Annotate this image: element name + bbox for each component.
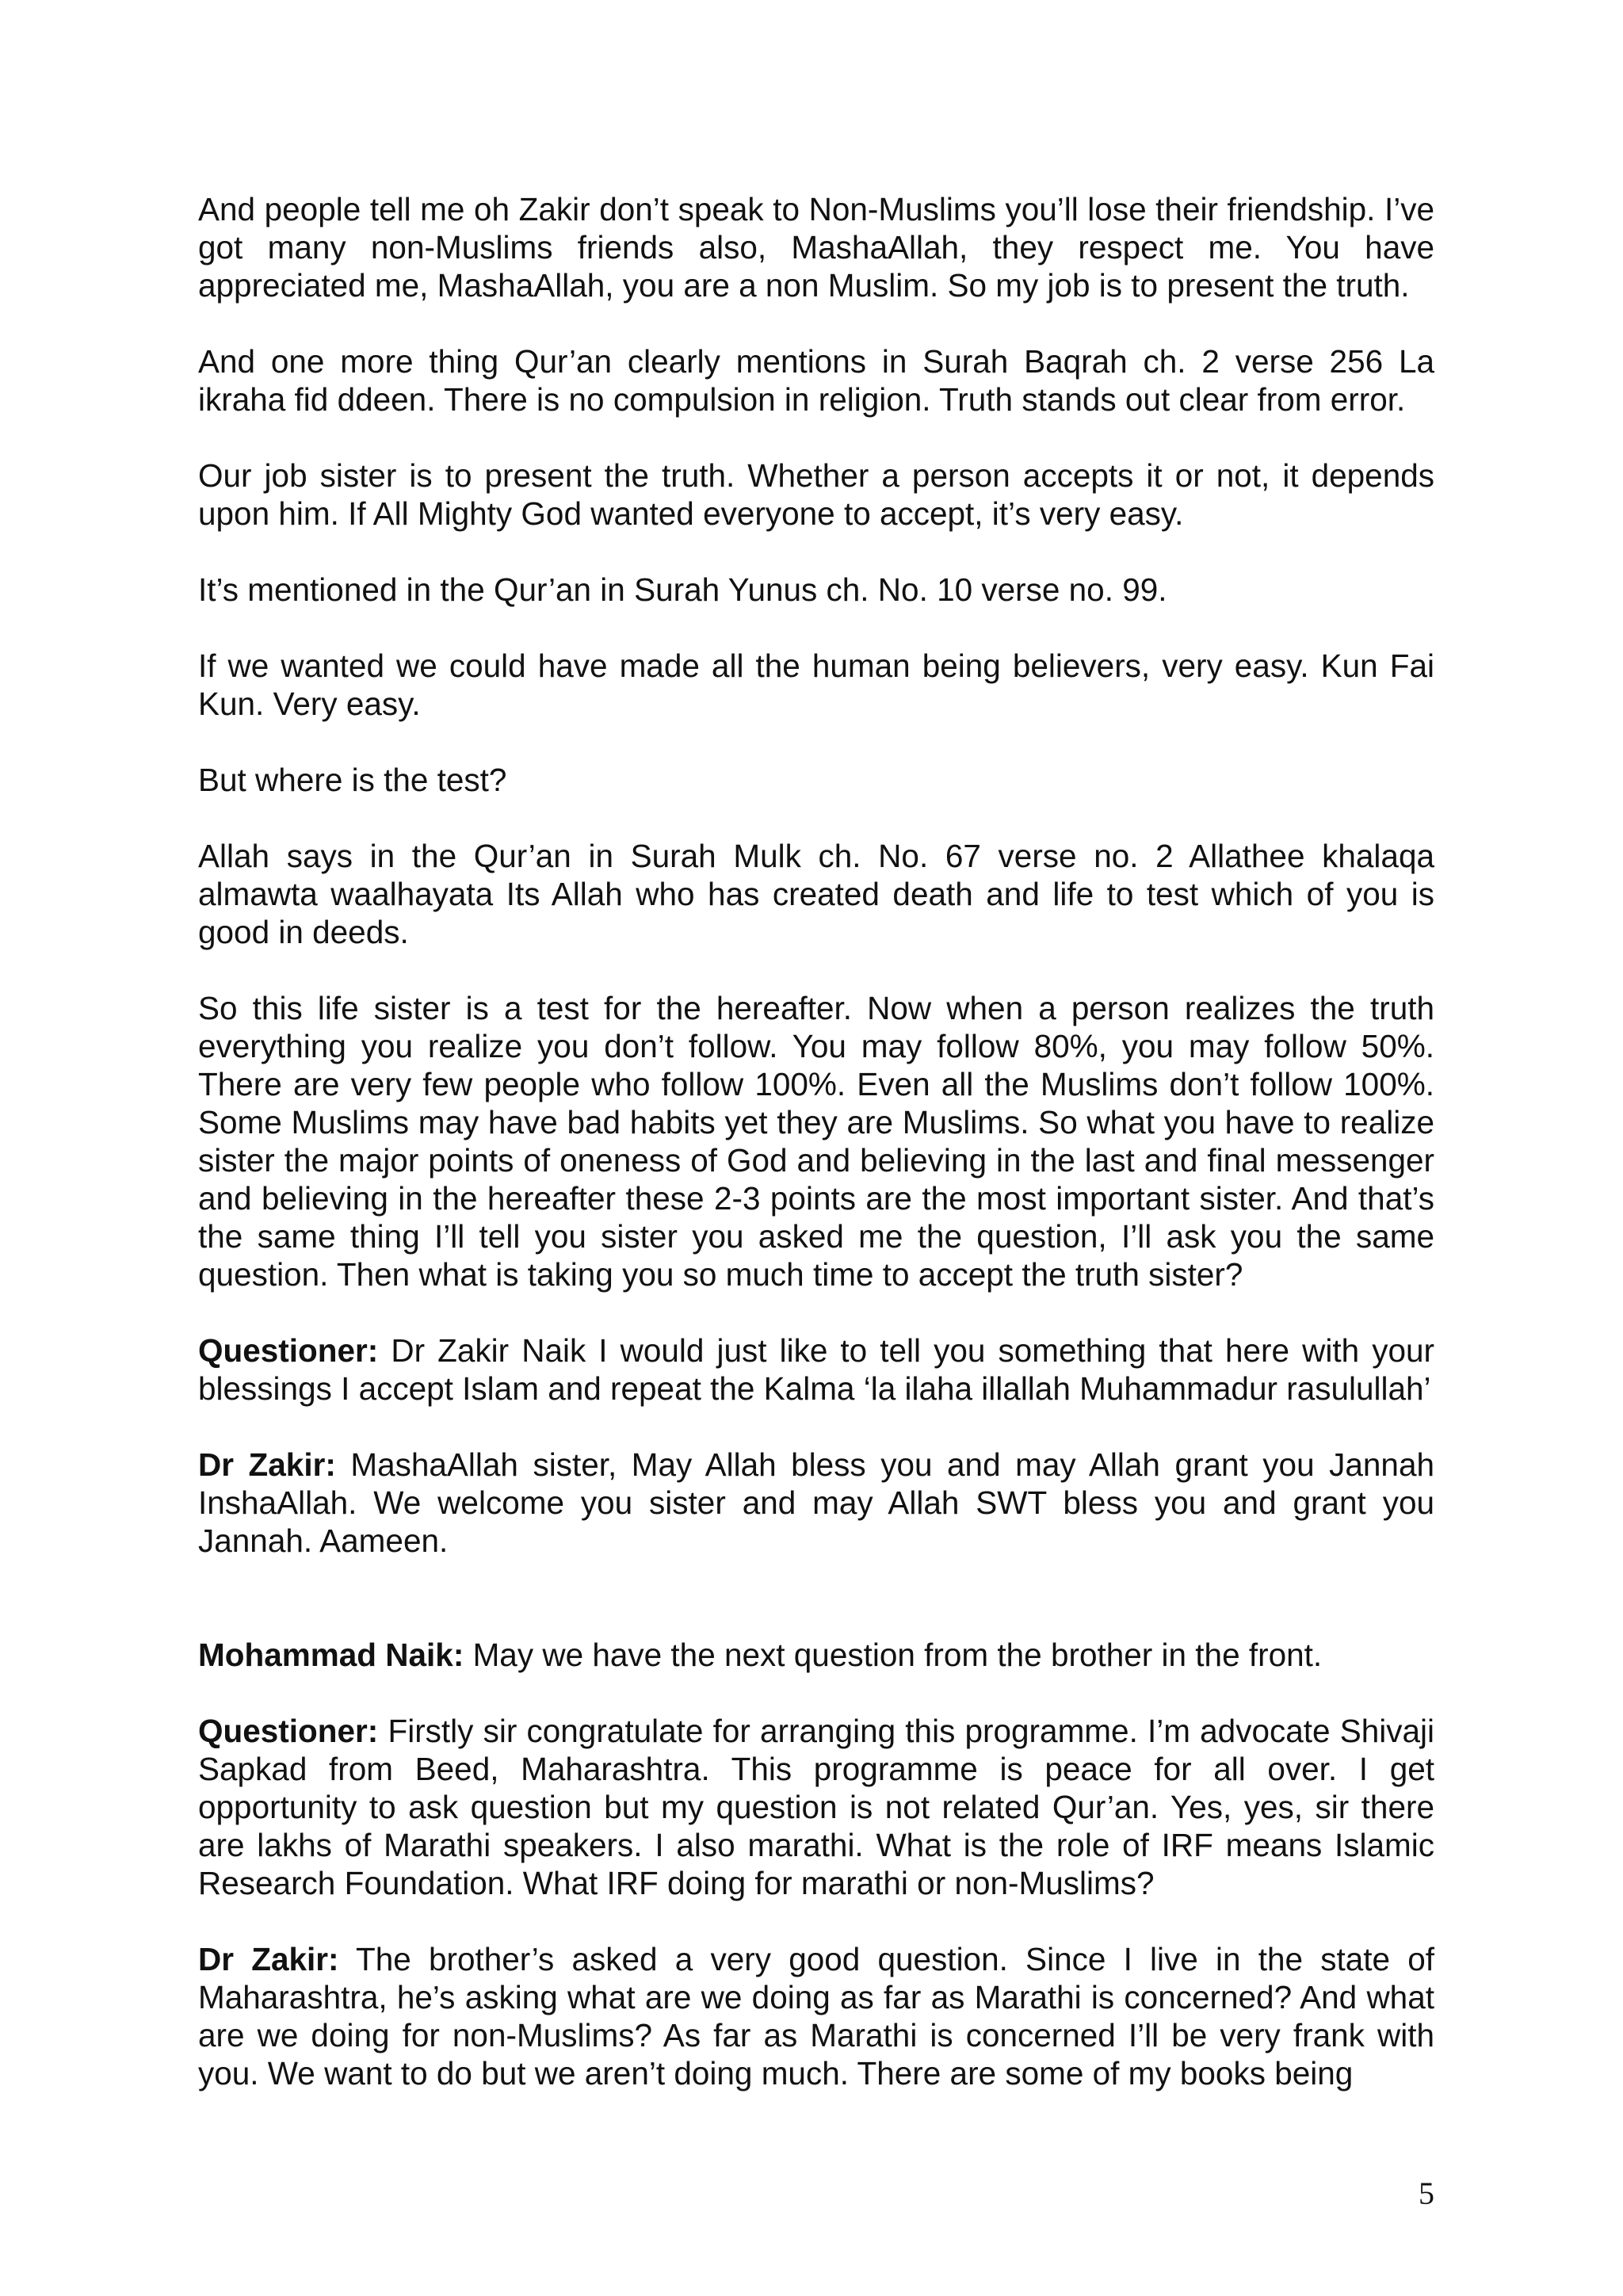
paragraph: Our job sister is to present the truth. Whether a person accepts it or not, it depends upon him. If All Mighty God wanted everyone to accept, it’s very easy. xyxy=(198,457,1434,532)
dialogue-paragraph: Dr Zakir: MashaAllah sister, May Allah bless you and may Allah grant you Jannah InshaAllah. We welcome you sister and may Allah SWT bless you and grant you Jannah. Aameen. xyxy=(198,1446,1434,1559)
paragraph: Allah says in the Qur’an in Surah Mulk ch. No. 67 verse no. 2 Allathee khalaqa almawta waalhayata Its Allah who has created death and life to test which of you is good in deeds. xyxy=(198,838,1434,950)
dialogue-paragraph: Questioner: Firstly sir congratulate for arranging this programme. I’m advocate Shivaji Sapkad from Beed, Maharashtra. This programme is peace for all over. I get opportunity to ask question but my question is not related Qur’an. Yes, yes, sir there are lakhs of Marathi speakers. I also marathi. What is the role of IRF means Islamic Research Foundation. What IRF doing for marathi or non-Muslims? xyxy=(198,1713,1434,1901)
dialogue-paragraph: Dr Zakir: The brother’s asked a very good question. Since I live in the state of Maharashtra, he’s asking what are we doing as far as Marathi is concerned? And what are we doing for non-Muslims? As far as Marathi is concerned I’ll be very frank with you. We want to do but we aren’t doing much. There are some of my books being xyxy=(198,1941,1434,2092)
paragraph: So this life sister is a test for the hereafter. Now when a person realizes the truth everything you realize you don’t follow. You may follow 80%, you may follow 50%. There are very few people who follow 100%. Even all the Muslims don’t follow 100%. Some Muslims may have bad habits yet they are Muslims. So what you have to realize sister the major points of oneness of God and believing in the last and final messenger and believing in the hereafter these 2-3 points are the most important sister. And that’s the same thing I’ll tell you sister you asked me the question, I’ll ask you the same question. Then what is taking you so much time to accept the truth sister? xyxy=(198,990,1434,1293)
page-number: 5 xyxy=(1419,2176,1434,2211)
paragraph: And people tell me oh Zakir don’t speak to Non-Muslims you’ll lose their friendship. I’ve got many non-Muslims friends also, MashaAllah, they respect me. You have appreciated me, MashaAllah, you are a non Muslim. So my job is to present the truth. xyxy=(198,191,1434,304)
transcript-body xyxy=(198,190,1434,2130)
paragraph: And one more thing Qur’an clearly mentions in Surah Baqrah ch. 2 verse 256 La ikraha fid ddeen. There is no compulsion in religion. Truth stands out clear from error. xyxy=(198,343,1434,418)
paragraph: But where is the test? xyxy=(198,762,507,798)
paragraph: If we wanted we could have made all the human being believers, very easy. Kun Fai Kun. Very easy. xyxy=(198,648,1434,722)
speaker-label: Questioner: xyxy=(198,1713,379,1749)
dialogue-paragraph: Mohammad Naik: May we have the next question from the brother in the front. xyxy=(198,1637,1323,1673)
speaker-label: Dr Zakir: xyxy=(198,1941,339,1977)
dialogue-paragraph: Questioner: Dr Zakir Naik I would just like to tell you something that here with your blessings I accept Islam and repeat the Kalma ‘la ilaha illallah Muhammadur rasulullah’ xyxy=(198,1332,1434,1407)
speaker-label: Questioner: xyxy=(198,1332,379,1369)
paragraph: It’s mentioned in the Qur’an in Surah Yunus ch. No. 10 verse no. 99. xyxy=(198,571,1167,608)
speaker-label: Mohammad Naik: xyxy=(198,1637,464,1673)
speaker-label: Dr Zakir: xyxy=(198,1446,336,1483)
